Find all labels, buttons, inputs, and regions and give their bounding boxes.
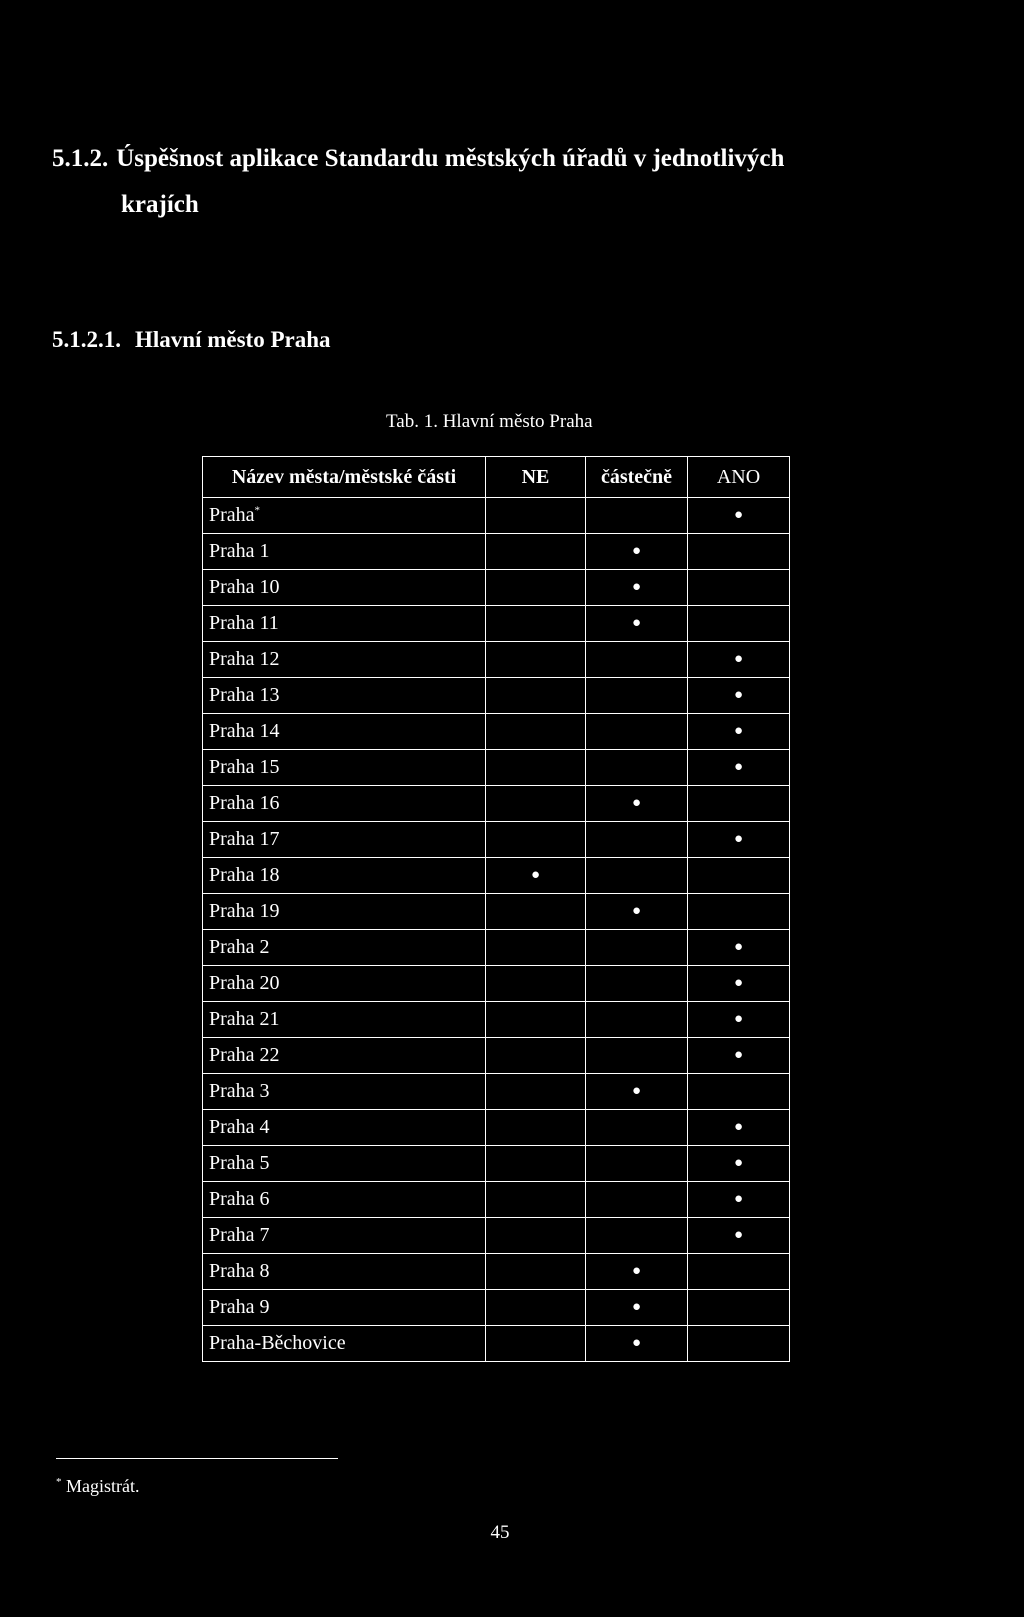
cell-ne xyxy=(486,570,586,606)
status-dot-icon: ● xyxy=(733,687,744,703)
header-castecne: částečně xyxy=(586,457,688,498)
row-name: Praha 20 xyxy=(209,972,280,994)
table-row xyxy=(203,498,790,534)
cell-ano xyxy=(688,570,790,606)
cell-castecne xyxy=(586,714,688,750)
row-name-cell xyxy=(203,966,486,1002)
cell-castecne xyxy=(586,1182,688,1218)
row-name: Praha 15 xyxy=(209,756,280,778)
row-name: Praha 18 xyxy=(209,864,280,886)
row-name-cell xyxy=(203,606,486,642)
cell-ne xyxy=(486,786,586,822)
header-ano: ANO xyxy=(688,457,790,498)
table-row xyxy=(203,1182,790,1218)
status-dot-icon: ● xyxy=(733,723,744,739)
status-dot-icon: ● xyxy=(733,759,744,775)
table-row xyxy=(203,822,790,858)
cell-ne xyxy=(486,678,586,714)
table-row xyxy=(203,1002,790,1038)
status-table xyxy=(202,456,790,1362)
cell-ano xyxy=(688,894,790,930)
cell-castecne xyxy=(586,1326,688,1362)
table-row xyxy=(203,750,790,786)
row-name: Praha 10 xyxy=(209,576,280,598)
status-dot-icon: ● xyxy=(631,1263,642,1279)
status-dot-icon: ● xyxy=(733,1227,744,1243)
row-name: Praha 22 xyxy=(209,1044,280,1066)
row-name: Praha 3 xyxy=(209,1080,270,1102)
cell-ne xyxy=(486,894,586,930)
cell-ano xyxy=(688,534,790,570)
table-row xyxy=(203,966,790,1002)
cell-castecne xyxy=(586,966,688,1002)
cell-ano xyxy=(688,606,790,642)
table-row xyxy=(203,1146,790,1182)
cell-castecne xyxy=(586,894,688,930)
page-number: 45 xyxy=(490,1522,510,1543)
cell-ano xyxy=(688,930,790,966)
subsection-title: Hlavní město Praha xyxy=(135,327,331,352)
row-name-cell xyxy=(203,822,486,858)
row-name: Praha 5 xyxy=(209,1152,270,1174)
cell-ne xyxy=(486,1110,586,1146)
row-name-cell xyxy=(203,1146,486,1182)
table-row xyxy=(203,858,790,894)
row-name-cell xyxy=(203,714,486,750)
row-name-cell xyxy=(203,930,486,966)
cell-ano xyxy=(688,786,790,822)
cell-ne xyxy=(486,930,586,966)
row-name-cell xyxy=(203,1002,486,1038)
row-name: Praha 13 xyxy=(209,684,280,706)
cell-castecne xyxy=(586,606,688,642)
table-row xyxy=(203,1074,790,1110)
cell-ne xyxy=(486,858,586,894)
subsection-heading xyxy=(52,325,331,355)
row-name-cell xyxy=(203,1290,486,1326)
status-dot-icon: ● xyxy=(631,579,642,595)
cell-ne xyxy=(486,498,586,534)
table-row xyxy=(203,894,790,930)
table-row xyxy=(203,534,790,570)
cell-castecne xyxy=(586,642,688,678)
status-dot-icon: ● xyxy=(733,651,744,667)
cell-ano xyxy=(688,1254,790,1290)
row-name: Praha 8 xyxy=(209,1260,270,1282)
subsection-number: 5.1.2.1. xyxy=(52,327,121,352)
row-name-cell xyxy=(203,1182,486,1218)
row-name: Praha 17 xyxy=(209,828,280,850)
cell-ano xyxy=(688,1074,790,1110)
cell-ne xyxy=(486,750,586,786)
table-row xyxy=(203,714,790,750)
status-dot-icon: ● xyxy=(631,903,642,919)
status-dot-icon: ● xyxy=(733,1155,744,1171)
cell-castecne xyxy=(586,1290,688,1326)
cell-castecne xyxy=(586,750,688,786)
status-dot-icon: ● xyxy=(631,1299,642,1315)
cell-castecne xyxy=(586,534,688,570)
cell-ne xyxy=(486,1218,586,1254)
row-name: Praha 14 xyxy=(209,720,280,742)
status-dot-icon: ● xyxy=(631,1083,642,1099)
row-name: Praha 21 xyxy=(209,1008,280,1030)
cell-castecne xyxy=(586,1002,688,1038)
row-name-cell xyxy=(203,894,486,930)
cell-castecne xyxy=(586,1074,688,1110)
cell-ne xyxy=(486,1002,586,1038)
header-name: Název města/městské části xyxy=(203,457,486,498)
cell-ano xyxy=(688,714,790,750)
status-dot-icon: ● xyxy=(733,939,744,955)
row-name-cell xyxy=(203,570,486,606)
footnote-mark: * xyxy=(56,1476,62,1488)
cell-ne xyxy=(486,642,586,678)
cell-ano xyxy=(688,498,790,534)
cell-ne xyxy=(486,1074,586,1110)
table-row xyxy=(203,642,790,678)
table-row xyxy=(203,1218,790,1254)
cell-ano xyxy=(688,858,790,894)
cell-ano xyxy=(688,966,790,1002)
cell-ano xyxy=(688,678,790,714)
row-name-cell xyxy=(203,1254,486,1290)
table-row xyxy=(203,606,790,642)
cell-ne xyxy=(486,1290,586,1326)
cell-castecne xyxy=(586,1038,688,1074)
cell-ne xyxy=(486,606,586,642)
row-name-cell xyxy=(203,1038,486,1074)
row-footnote-mark: * xyxy=(254,504,261,517)
cell-ano xyxy=(688,1326,790,1362)
cell-ano xyxy=(688,1146,790,1182)
status-dot-icon: ● xyxy=(631,543,642,559)
row-name: Praha-Běchovice xyxy=(209,1332,346,1354)
cell-ano xyxy=(688,1110,790,1146)
cell-castecne xyxy=(586,1146,688,1182)
table-row xyxy=(203,678,790,714)
row-name-cell xyxy=(203,1218,486,1254)
row-name: Praha 12 xyxy=(209,648,280,670)
cell-castecne xyxy=(586,822,688,858)
status-dot-icon: ● xyxy=(733,507,744,523)
cell-castecne xyxy=(586,1218,688,1254)
table-body xyxy=(203,498,790,1362)
status-dot-icon: ● xyxy=(733,975,744,991)
section-title-line2: krajích xyxy=(121,191,199,218)
status-dot-icon: ● xyxy=(631,615,642,631)
cell-castecne xyxy=(586,678,688,714)
table-row xyxy=(203,1254,790,1290)
row-name-cell xyxy=(203,642,486,678)
table-row xyxy=(203,1110,790,1146)
status-dot-icon: ● xyxy=(733,1119,744,1135)
status-dot-icon: ● xyxy=(631,1335,642,1351)
row-name: Praha 11 xyxy=(209,612,279,634)
status-dot-icon: ● xyxy=(631,795,642,811)
row-name-cell xyxy=(203,1074,486,1110)
cell-ano xyxy=(688,1002,790,1038)
status-dot-icon: ● xyxy=(733,831,744,847)
row-name-cell xyxy=(203,750,486,786)
cell-ano xyxy=(688,1290,790,1326)
row-name: Praha 9 xyxy=(209,1296,270,1318)
cell-ano xyxy=(688,1038,790,1074)
cell-castecne xyxy=(586,930,688,966)
cell-ne xyxy=(486,1146,586,1182)
row-name: Praha 4 xyxy=(209,1116,270,1138)
row-name: Praha 6 xyxy=(209,1188,270,1210)
cell-castecne xyxy=(586,1254,688,1290)
cell-ne xyxy=(486,1326,586,1362)
row-name: Praha 1 xyxy=(209,540,270,562)
row-name: Praha 7 xyxy=(209,1224,270,1246)
cell-castecne xyxy=(586,570,688,606)
status-dot-icon: ● xyxy=(733,1011,744,1027)
status-dot-icon: ● xyxy=(530,867,541,883)
footnote xyxy=(56,1470,140,1498)
table-row xyxy=(203,1290,790,1326)
row-name-cell xyxy=(203,786,486,822)
cell-ne xyxy=(486,966,586,1002)
cell-ano xyxy=(688,1182,790,1218)
row-name-cell xyxy=(203,678,486,714)
row-name: Praha 19 xyxy=(209,900,280,922)
cell-castecne xyxy=(586,858,688,894)
cell-ne xyxy=(486,1182,586,1218)
section-title-line1: Úspěšnost aplikace Standardu městských úřadů v jednotlivých xyxy=(116,145,785,172)
footnote-divider xyxy=(56,1458,338,1459)
status-dot-icon: ● xyxy=(733,1191,744,1207)
table-row xyxy=(203,570,790,606)
cell-castecne xyxy=(586,786,688,822)
cell-ne xyxy=(486,534,586,570)
table-row xyxy=(203,1038,790,1074)
row-name: Praha xyxy=(209,504,255,526)
status-dot-icon: ● xyxy=(733,1047,744,1063)
row-name-cell xyxy=(203,858,486,894)
cell-ne xyxy=(486,714,586,750)
row-name-cell xyxy=(203,1326,486,1362)
header-ne: NE xyxy=(486,457,586,498)
row-name: Praha 2 xyxy=(209,936,270,958)
cell-ano xyxy=(688,822,790,858)
table-caption: Tab. 1. Hlavní město Praha xyxy=(386,411,593,432)
row-name-cell xyxy=(203,1110,486,1146)
row-name: Praha 16 xyxy=(209,792,280,814)
cell-castecne xyxy=(586,1110,688,1146)
cell-ano xyxy=(688,750,790,786)
footnote-text: Magistrát. xyxy=(66,1476,140,1496)
section-number: 5.1.2. xyxy=(52,145,109,172)
cell-ano xyxy=(688,1218,790,1254)
table-header-row xyxy=(203,457,790,498)
cell-castecne xyxy=(586,498,688,534)
table-row xyxy=(203,786,790,822)
cell-ne xyxy=(486,1038,586,1074)
table-row xyxy=(203,930,790,966)
row-name-cell xyxy=(203,498,486,534)
cell-ano xyxy=(688,642,790,678)
cell-ne xyxy=(486,1254,586,1290)
table-row xyxy=(203,1326,790,1362)
section-heading xyxy=(52,136,952,228)
row-name-cell xyxy=(203,534,486,570)
cell-ne xyxy=(486,822,586,858)
